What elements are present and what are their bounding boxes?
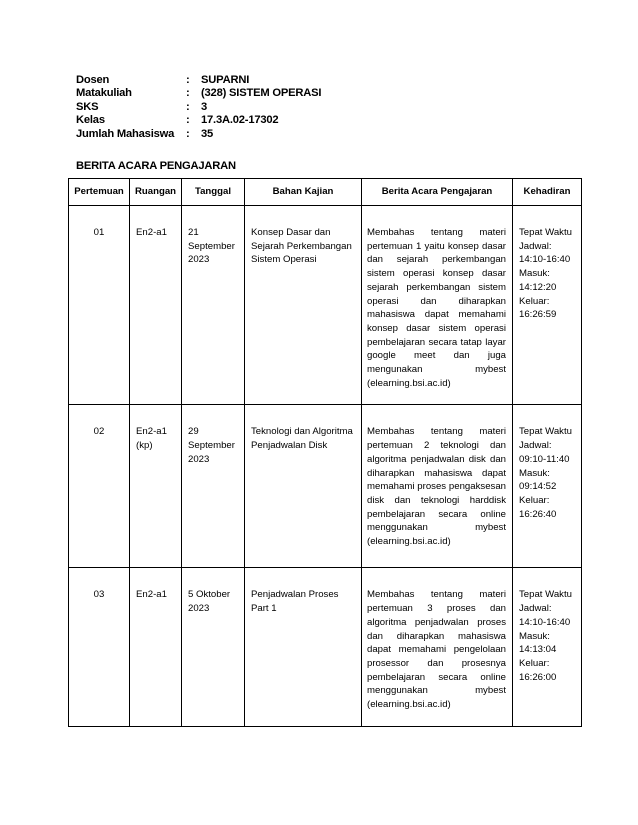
kelas-value: 17.3A.02-17302	[201, 114, 279, 127]
berita-acara-cell: Membahas tentang materi pertemuan 2 teknologi dan algoritma penjadwalan disk dan diharapkan mahasiswa dapat memahami proses pengaksesan disk dan teknologi harddisk pembelajaran secara online menggunakan mybest (elearning.bsi.ac.id)	[362, 405, 513, 568]
sks-value: 3	[201, 100, 208, 113]
tanggal-cell: 29 September 2023	[182, 405, 245, 568]
jumlah-mahasiswa-label: Jumlah Mahasiswa	[76, 127, 175, 140]
kehadiran-cell: Tepat Waktu Jadwal: 14:10-16:40 Masuk: 14:13:04 Keluar: 16:26:00	[513, 568, 582, 726]
berita-acara-table	[68, 178, 582, 727]
sks-row	[76, 101, 321, 114]
table-row	[69, 206, 582, 405]
tanggal-cell: 5 Oktober 2023	[182, 568, 245, 726]
table-row	[69, 405, 582, 568]
ruangan-cell: En2-a1	[130, 568, 182, 726]
dosen-label: Dosen	[76, 74, 110, 86]
pertemuan-cell: 03	[69, 568, 130, 726]
jumlah-mahasiswa-colon: :	[186, 127, 190, 140]
dosen-row	[76, 74, 321, 87]
header-pertemuan: Pertemuan	[69, 179, 130, 206]
pertemuan-cell: 01	[69, 206, 130, 405]
jumlah-mahasiswa-value: 35	[201, 127, 214, 140]
tanggal-cell: 21 September 2023	[182, 206, 245, 405]
berita-acara-cell: Membahas tentang materi pertemuan 1 yaitu konsep dasar dan sejarah perkembangan sistem operasi konsep dasar sejarah perkembangan sistem operasi dan diharapkan mahasiswa dapat memahami konsep dasar sistem operasi pembelajaran secara tatap layar google meet dan juga mengunakan mybest (elearning.bsi.ac.id)	[362, 206, 513, 405]
kehadiran-cell: Tepat Waktu Jadwal: 09:10-11:40 Masuk: 09:14:52 Keluar: 16:26:40	[513, 405, 582, 568]
kelas-label: Kelas	[76, 114, 105, 127]
matakuliah-value: (328) SISTEM OPERASI	[201, 87, 322, 100]
matakuliah-row	[76, 87, 321, 100]
berita-acara-cell: Membahas tentang materi pertemuan 3 proses dan algoritma penjadwalan proses dan diharapkan mahasiswa dapat memahami pengelolaan prosessor dan prosesnya pembelajaran secara online menggunakan mybest (elearning.bsi.ac.id)	[362, 568, 513, 726]
dosen-value: SUPARNI	[201, 74, 250, 86]
table-header-row	[69, 179, 582, 206]
bahan-kajian-cell: Konsep Dasar dan Sejarah Perkembangan Sistem Operasi	[245, 206, 362, 405]
header-kehadiran: Kehadiran	[513, 179, 582, 206]
bahan-kajian-cell: Penjadwalan Proses Part 1	[245, 568, 362, 726]
kehadiran-cell: Tepat Waktu Jadwal: 14:10-16:40 Masuk: 14:12:20 Keluar: 16:26:59	[513, 206, 582, 405]
dosen-colon: :	[186, 74, 190, 86]
section-title: BERITA ACARA PENGAJARAN	[76, 160, 236, 172]
header-berita-acara: Berita Acara Pengajaran	[362, 179, 513, 206]
sks-label: SKS	[76, 100, 99, 113]
jumlah-mahasiswa-row	[76, 128, 321, 141]
bahan-kajian-cell: Teknologi dan Algoritma Penjadwalan Disk	[245, 405, 362, 568]
ruangan-cell: En2-a1	[130, 206, 182, 405]
ruangan-cell: En2-a1 (kp)	[130, 405, 182, 568]
header-bahan-kajian: Bahan Kajian	[245, 179, 362, 206]
matakuliah-label: Matakuliah	[76, 87, 132, 100]
kelas-colon: :	[186, 114, 190, 127]
matakuliah-colon: :	[186, 87, 190, 100]
header-ruangan: Ruangan	[130, 179, 182, 206]
sks-colon: :	[186, 100, 190, 113]
pertemuan-cell: 02	[69, 405, 130, 568]
course-info	[76, 74, 321, 141]
header-tanggal: Tanggal	[182, 179, 245, 206]
table-row	[69, 568, 582, 726]
kelas-row	[76, 114, 321, 127]
